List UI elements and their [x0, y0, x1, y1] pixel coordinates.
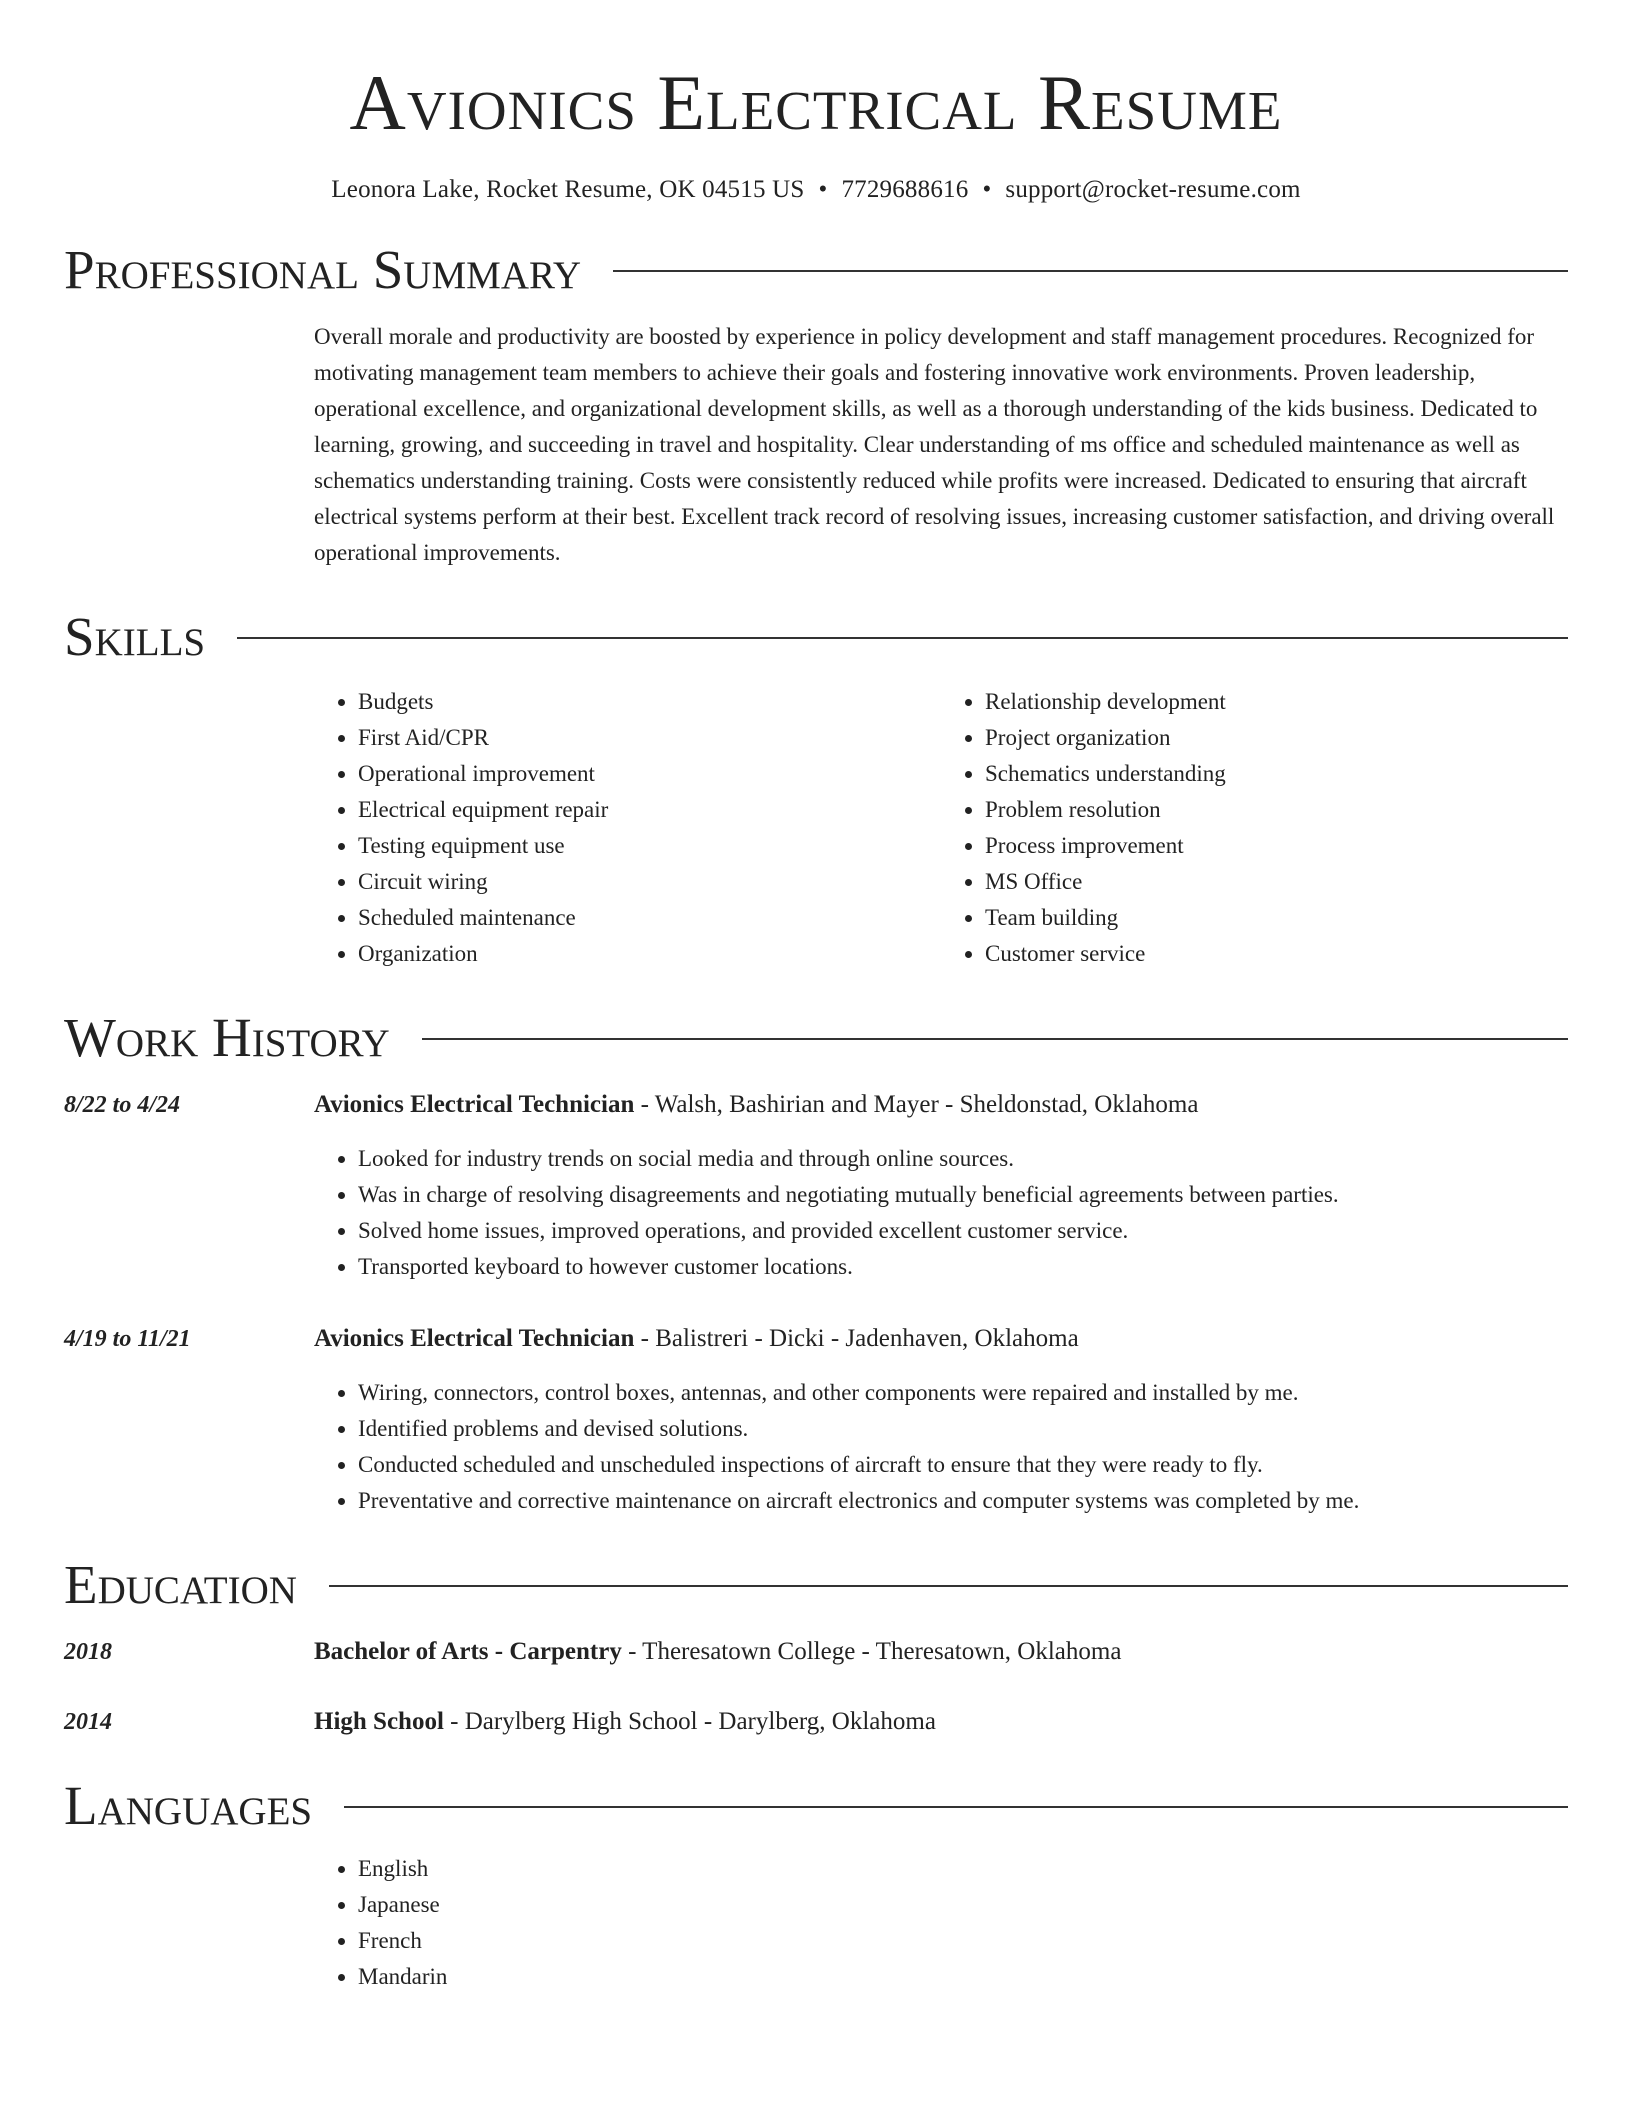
- job-bullet: • Transported keyboard to however customer locations.: [358, 1249, 1568, 1285]
- job-employer: - Walsh, Bashirian and Mayer - Sheldonstad, Oklahoma: [634, 1091, 1199, 1118]
- job-details: [314, 1087, 1568, 1285]
- education-degree: Bachelor of Arts - Carpentry: [314, 1638, 622, 1665]
- section-title: Education: [64, 1554, 297, 1615]
- contact-phone: 7729688616: [841, 176, 969, 203]
- job-bullet: • Wiring, connectors, control boxes, antennas, and other components were repaired and installed by me.: [358, 1375, 1568, 1411]
- education-details: [314, 1704, 1568, 1740]
- languages-bullets: [314, 1851, 1568, 1995]
- section-divider: [344, 1806, 1568, 1808]
- education-entry: [64, 1634, 1568, 1670]
- section-header: [64, 239, 1568, 300]
- job-entry: [64, 1087, 1568, 1285]
- section-divider: [329, 1585, 1568, 1587]
- resume-page: [64, 0, 1568, 1995]
- section-title: Professional Summary: [64, 239, 582, 300]
- job-headline: [314, 1087, 1568, 1123]
- skill-item: • Project organization: [985, 720, 1568, 756]
- language-item: • French: [358, 1923, 1568, 1959]
- job-bullets: [314, 1141, 1568, 1285]
- contact-address: Leonora Lake, Rocket Resume, OK 04515 US: [331, 176, 805, 203]
- job-bullet: • Solved home issues, improved operations, and provided excellent customer service.: [358, 1213, 1568, 1249]
- language-item: • Mandarin: [358, 1959, 1568, 1995]
- education-details: [314, 1634, 1568, 1670]
- job-bullet: • Looked for industry trends on social media and through online sources.: [358, 1141, 1568, 1177]
- work-history-section: [64, 1007, 1568, 1519]
- skill-item: • MS Office: [985, 864, 1568, 900]
- languages-list: [314, 1851, 1568, 1995]
- education-headline: [314, 1634, 1568, 1670]
- section-title: Skills: [64, 606, 206, 667]
- skill-item: • Testing equipment use: [358, 828, 941, 864]
- skill-item: • Circuit wiring: [358, 864, 941, 900]
- skill-item: • Relationship development: [985, 684, 1568, 720]
- skills-column-right: [941, 684, 1568, 972]
- job-entry: [64, 1321, 1568, 1519]
- section-header: [64, 1007, 1568, 1068]
- job-role: Avionics Electrical Technician: [314, 1091, 635, 1118]
- job-role: Avionics Electrical Technician: [314, 1325, 635, 1352]
- job-bullet: • Preventative and corrective maintenance on aircraft electronics and computer systems was completed by me.: [358, 1483, 1568, 1519]
- section-header: [64, 1554, 1568, 1615]
- languages-section: [64, 1775, 1568, 1995]
- summary-text: Overall morale and productivity are boosted by experience in policy development and staff management procedures. Recognized for motivating management team members to achieve their goals and fostering innovative work environments. Proven leadership, operational excellence, and organizational development skills, as well as a thorough understanding of the kids business. Dedicated to learning, growing, and succeeding in travel and hospitality. Clear understanding of ms office and scheduled maintenance as well as schematics understanding training. Costs were consistently reduced while profits were increased. Dedicated to ensuring that aircraft electrical systems perform at their best. Excellent track record of resolving issues, increasing customer satisfaction, and driving overall operational improvements.: [314, 324, 1555, 565]
- education-date: 2018: [64, 1639, 112, 1665]
- skill-item: • Schematics understanding: [985, 756, 1568, 792]
- education-school: - Darylberg High School - Darylberg, Oklahoma: [443, 1708, 936, 1735]
- skills-column-left: [314, 684, 941, 972]
- job-date: 4/19 to 11/21: [64, 1326, 191, 1352]
- job-date: 8/22 to 4/24: [64, 1092, 181, 1118]
- skill-item: • Scheduled maintenance: [358, 900, 941, 936]
- contact-separator: •: [982, 176, 992, 203]
- section-title: Languages: [64, 1775, 313, 1836]
- skill-item: • Electrical equipment repair: [358, 792, 941, 828]
- resume-title: Avionics Electrical Resume: [349, 59, 1283, 146]
- job-bullet: • Was in charge of resolving disagreements and negotiating mutually beneficial agreements between parties.: [358, 1177, 1568, 1213]
- job-bullet: • Identified problems and devised solutions.: [358, 1411, 1568, 1447]
- education-date: 2014: [64, 1709, 112, 1735]
- skill-item: • Operational improvement: [358, 756, 941, 792]
- job-employer: - Balistreri - Dicki - Jadenhaven, Oklahoma: [634, 1325, 1079, 1352]
- education-school: - Theresatown College - Theresatown, Oklahoma: [621, 1638, 1122, 1665]
- language-item: • Japanese: [358, 1887, 1568, 1923]
- job-bullet: • Conducted scheduled and unscheduled inspections of aircraft to ensure that they were ready to fly.: [358, 1447, 1568, 1483]
- contact-separator: •: [818, 176, 828, 203]
- skills-list: [314, 684, 1568, 972]
- skills-section: [64, 606, 1568, 972]
- skill-item: • Customer service: [985, 936, 1568, 972]
- skill-item: • Organization: [358, 936, 941, 972]
- section-divider: [613, 270, 1568, 272]
- section-title: Work History: [64, 1007, 390, 1068]
- education-degree: High School: [314, 1708, 444, 1735]
- education-headline: [314, 1704, 1568, 1740]
- job-details: [314, 1321, 1568, 1519]
- summary-section: [64, 239, 1568, 571]
- section-divider: [422, 1038, 1568, 1040]
- section-header: [64, 606, 1568, 667]
- section-header: [64, 1775, 1568, 1836]
- contact-line: [64, 176, 1568, 204]
- skill-item: • Budgets: [358, 684, 941, 720]
- skill-item: • First Aid/CPR: [358, 720, 941, 756]
- skill-item: • Team building: [985, 900, 1568, 936]
- skill-item: • Problem resolution: [985, 792, 1568, 828]
- job-bullets: [314, 1375, 1568, 1519]
- section-divider: [237, 637, 1568, 639]
- education-entry: [64, 1704, 1568, 1740]
- job-headline: [314, 1321, 1568, 1357]
- language-item: • English: [358, 1851, 1568, 1887]
- contact-email: support@rocket-resume.com: [1005, 176, 1301, 203]
- skill-item: • Process improvement: [985, 828, 1568, 864]
- education-section: [64, 1554, 1568, 1740]
